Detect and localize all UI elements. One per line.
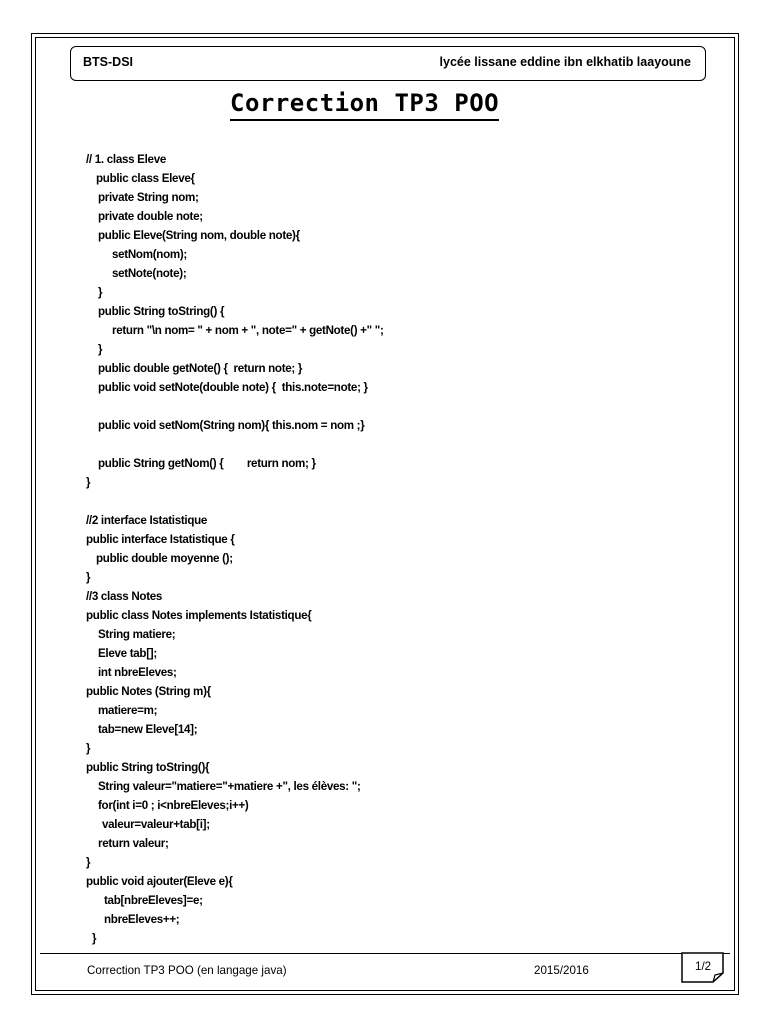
code-line — [86, 777, 696, 796]
code-line — [86, 302, 696, 321]
code-line — [86, 207, 696, 226]
code-text: public String toString(){ — [86, 761, 210, 774]
code-text: public double getNote() { return note; } — [98, 362, 303, 375]
code-line — [86, 188, 696, 207]
code-line — [86, 473, 696, 492]
code-text: //3 class Notes — [86, 590, 163, 603]
code-text: } — [86, 571, 91, 584]
code-line — [86, 359, 696, 378]
code-text: private double note; — [98, 210, 203, 223]
footer-caption: Correction TP3 POO (en langage java) — [87, 964, 287, 977]
code-text: public Eleve(String nom, double note){ — [98, 229, 300, 242]
code-text: matiere=m; — [98, 704, 158, 717]
code-line — [86, 454, 696, 473]
code-line — [86, 226, 696, 245]
code-line — [86, 397, 696, 416]
code-line — [86, 891, 696, 910]
code-line — [86, 644, 696, 663]
code-line — [86, 530, 696, 549]
code-line — [86, 283, 696, 302]
code-line — [86, 834, 696, 853]
code-text: public void setNom(String nom){ this.nom = nom ;} — [98, 419, 365, 432]
code-line — [86, 929, 696, 948]
code-text: tab[nbreEleves]=e; — [104, 894, 203, 907]
code-line — [86, 872, 696, 891]
code-line — [86, 568, 696, 587]
code-line — [86, 720, 696, 739]
code-line — [86, 416, 696, 435]
code-line — [86, 435, 696, 454]
code-line — [86, 625, 696, 644]
code-line — [86, 321, 696, 340]
code-text: } — [98, 286, 103, 299]
header-school-code: BTS-DSI — [83, 55, 133, 69]
code-text: valeur=valeur+tab[i]; — [102, 818, 210, 831]
code-line — [86, 796, 696, 815]
code-line — [86, 682, 696, 701]
code-text: nbreEleves++; — [104, 913, 180, 926]
code-text: } — [86, 742, 91, 755]
code-text: //2 interface Istatistique — [86, 514, 208, 527]
code-text: public Notes (String m){ — [86, 685, 211, 698]
code-line — [86, 853, 696, 872]
code-line — [86, 910, 696, 929]
code-line — [86, 492, 696, 511]
code-line — [86, 739, 696, 758]
header-box — [70, 46, 706, 81]
code-text: } — [92, 932, 97, 945]
code-text: return "\n nom= " + nom + ", note=" + getNote() +" "; — [112, 324, 384, 337]
header-school-name: lycée lissane eddine ibn elkhatib laayoune — [439, 55, 691, 69]
page-number-box — [681, 952, 724, 983]
code-text: } — [86, 476, 91, 489]
page-number: 1/2 — [695, 960, 712, 973]
document-title: Correction TP3 POO — [230, 87, 499, 121]
code-text: String valeur="matiere="+matiere +", les élèves: "; — [98, 780, 361, 793]
footer-divider — [40, 953, 730, 954]
code-text: } — [98, 343, 103, 356]
code-text: Eleve tab[]; — [98, 647, 157, 660]
code-text: } — [86, 856, 91, 869]
code-line — [86, 378, 696, 397]
code-line — [86, 815, 696, 834]
code-line — [86, 663, 696, 682]
code-listing — [86, 150, 696, 948]
code-line — [86, 606, 696, 625]
code-line — [86, 701, 696, 720]
code-line — [86, 549, 696, 568]
code-text: int nbreEleves; — [98, 666, 177, 679]
code-line — [86, 758, 696, 777]
code-text: public String getNom() { return nom; } — [98, 457, 316, 470]
code-text: // 1. class Eleve — [86, 153, 166, 166]
code-line — [86, 587, 696, 606]
code-text: setNote(note); — [112, 267, 187, 280]
code-text: tab=new Eleve[14]; — [98, 723, 198, 736]
code-line — [86, 340, 696, 359]
code-text: public class Notes implements Istatistique{ — [86, 609, 312, 622]
code-text: private String nom; — [98, 191, 199, 204]
code-text: setNom(nom); — [112, 248, 187, 261]
code-text: public String toString() { — [98, 305, 225, 318]
code-text: public double moyenne (); — [96, 552, 233, 565]
code-text: for(int i=0 ; i<nbreEleves;i++) — [98, 799, 249, 812]
footer-year: 2015/2016 — [534, 964, 589, 977]
code-line — [86, 169, 696, 188]
code-text: public void ajouter(Eleve e){ — [86, 875, 233, 888]
code-text: String matiere; — [98, 628, 176, 641]
code-line — [86, 245, 696, 264]
code-text: public class Eleve{ — [96, 172, 195, 185]
code-text: return valeur; — [98, 837, 169, 850]
code-line — [86, 150, 696, 169]
code-line — [86, 264, 696, 283]
code-line — [86, 511, 696, 530]
code-text: public interface Istatistique { — [86, 533, 235, 546]
code-text: public void setNote(double note) { this.note=note; } — [98, 381, 368, 394]
